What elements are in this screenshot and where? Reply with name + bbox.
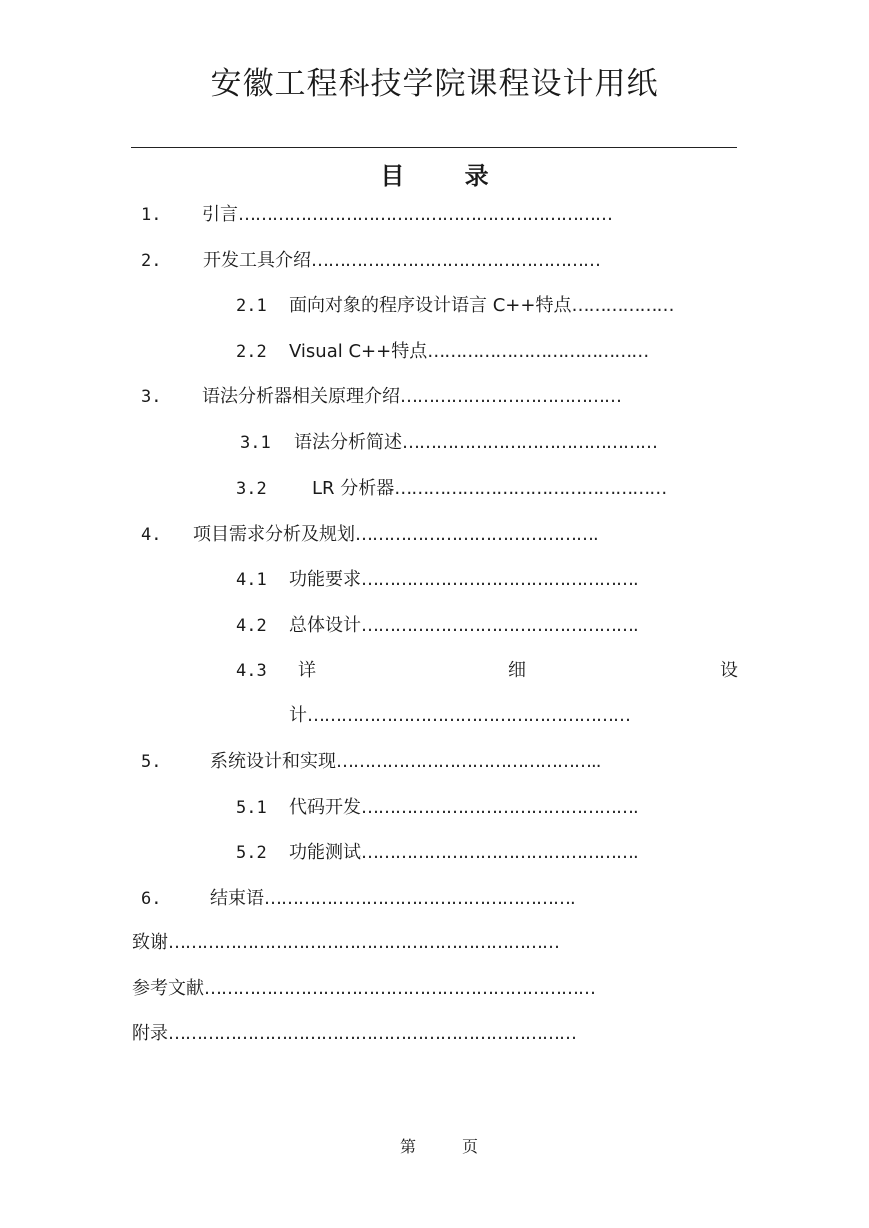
toc-leader-dots: ………………………………………………. <box>264 888 575 909</box>
toc-entry-number: 4.2 <box>236 616 267 636</box>
toc-entry-label: 参考文献 <box>132 978 204 999</box>
toc-entry-number: 5. <box>141 752 162 772</box>
toc-entry-label: 功能测试 <box>289 842 361 863</box>
toc-leader-dots: ………………………………………………… <box>307 705 630 726</box>
toc-entry-number: 2.1 <box>236 296 267 316</box>
toc-entry-label: 系统设计和实现 <box>210 751 336 772</box>
toc-entry-number: 3.2 <box>236 479 267 499</box>
toc-entry-label: 开发工具介绍 <box>203 250 311 271</box>
toc-entry-label: 引言 <box>202 204 238 225</box>
page-footer-label-right: 页 <box>462 1137 479 1156</box>
toc-entry-label: 语法分析器相关原理介绍 <box>202 386 400 407</box>
toc-entry-label: 项目需求分析及规划 <box>193 524 355 545</box>
toc-entry-label: 代码开发 <box>289 797 361 818</box>
toc-leader-dots: …………………………………………. <box>361 569 638 590</box>
toc-title: 目 录 <box>380 162 515 190</box>
toc-entry-number: 5.1 <box>236 798 267 818</box>
toc-leader-dots: …………………………………………. <box>361 842 638 863</box>
toc-leader-dots: ……………………………………… <box>402 432 657 453</box>
toc-leader-dots: …………………………………………………………… <box>204 978 595 999</box>
toc-entry-4-3[interactable] <box>0 659 869 729</box>
toc-leader-dots: …………………………………………… <box>311 250 600 271</box>
toc-leader-dots: ……………………………………….. <box>336 751 601 772</box>
toc-entry-number: 4.1 <box>236 570 267 590</box>
toc-leader-dots: ………………………………… <box>427 341 649 362</box>
toc-entry-number: 2.2 <box>236 342 267 362</box>
toc-entry-number: 5.2 <box>236 843 267 863</box>
toc-entry-number: 3. <box>141 387 162 407</box>
toc-leader-dots: …………………………………………………………… <box>168 932 559 953</box>
toc-entry-label: 附录 <box>132 1023 168 1044</box>
header-rule <box>131 147 737 148</box>
toc-entry-number: 2. <box>141 251 162 271</box>
page-header-title: 安徽工程科技学院课程设计用纸 <box>210 66 659 102</box>
toc-entry-label: LR 分析器 <box>312 478 395 499</box>
page-footer-label-left: 第 <box>400 1137 417 1156</box>
toc-entry-label-part: 细 <box>508 660 526 681</box>
toc-entry-label: Visual C++特点 <box>289 341 428 362</box>
toc-entry-number: 3.1 <box>240 433 271 453</box>
toc-entry-label: 结束语 <box>210 888 264 909</box>
toc-entry-label-part: 详 <box>298 660 316 681</box>
toc-leader-dots: ……………………………………………………………… <box>168 1023 576 1044</box>
toc-leader-dots: ………………………………………… <box>394 478 667 499</box>
toc-entry-label-part: 设 <box>720 660 738 681</box>
toc-entry-number: 4. <box>141 525 162 545</box>
toc-entry-label: 功能要求 <box>289 569 361 590</box>
toc-entry-label: 总体设计 <box>289 615 361 636</box>
toc-leader-dots: ……………… <box>571 295 674 316</box>
toc-leader-dots: …………………………………………. <box>361 797 638 818</box>
toc-entry-label: 语法分析简述 <box>294 432 402 453</box>
toc-entry-number: 6. <box>141 889 162 909</box>
toc-entry-label: 致谢 <box>132 932 168 953</box>
toc-leader-dots: ………………………………………………………… <box>238 204 612 225</box>
toc-entry-label-continued: 计 <box>289 705 307 726</box>
toc-leader-dots: …………………………………………. <box>361 615 638 636</box>
toc-entry-number: 1. <box>141 205 162 225</box>
toc-leader-dots: ……………………………………. <box>355 524 598 545</box>
toc-leader-dots: ………………………………… <box>400 386 621 407</box>
toc-entry-label: 面向对象的程序设计语言 C++特点 <box>289 295 572 316</box>
toc-entry-number: 4.3 <box>236 661 267 681</box>
